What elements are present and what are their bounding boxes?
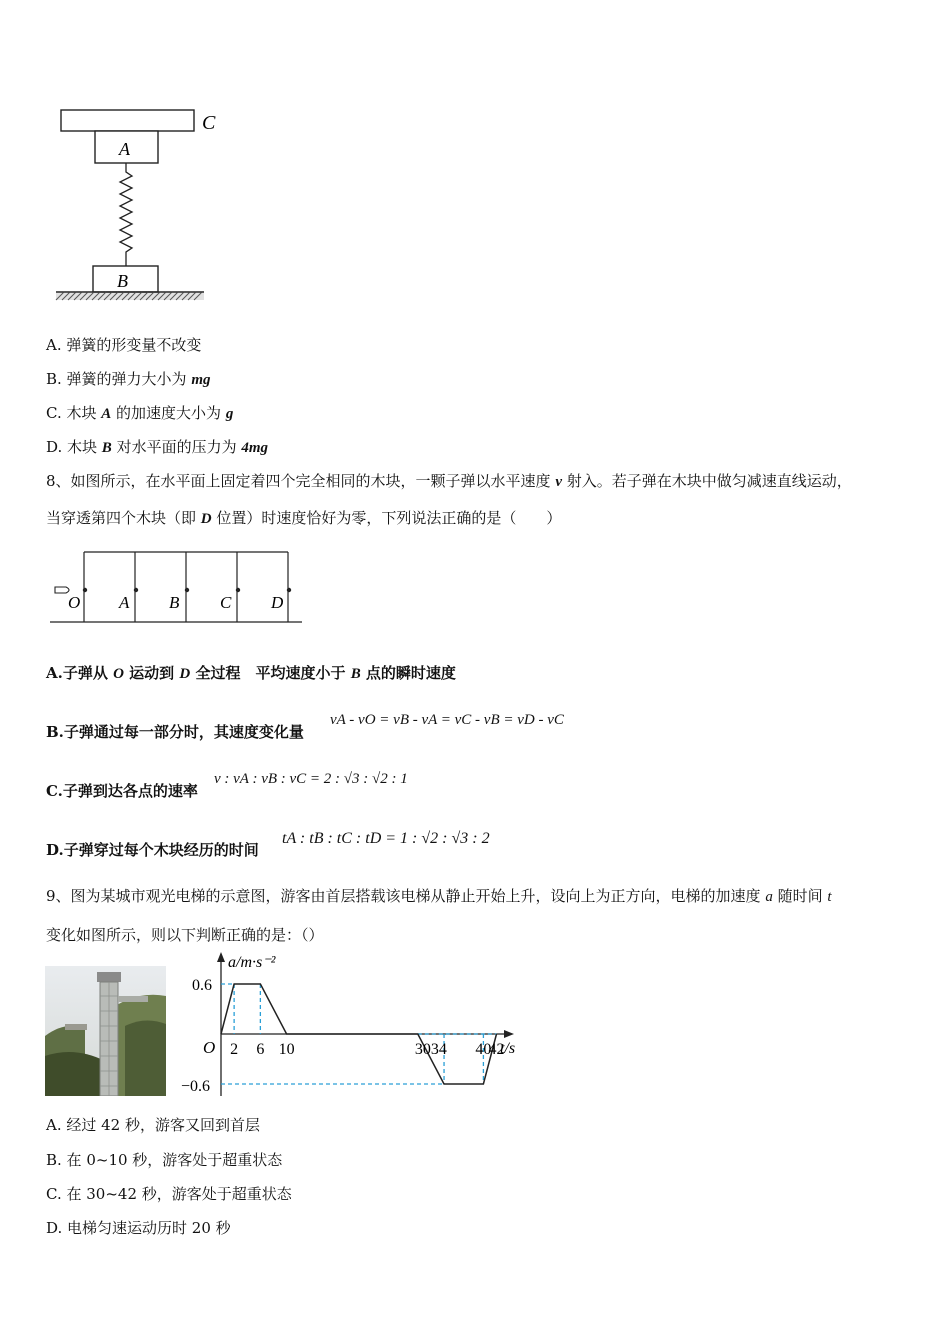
label-b: B [117,271,128,291]
label-c: C [202,112,216,134]
wood-blocks-figure [48,548,308,628]
q9-option-b: B. 在 0~10 秒，游客处于超重状态 [46,1151,283,1169]
q7-option-d: D. 木块 B 对水平面的压力为 4mg [46,438,269,456]
x-tick-label: 6 [256,1041,265,1058]
q8-stem-line2: 当穿透第四个木块（即 D 位置）时速度恰好为零，下列说法正确的是（ ） [46,509,562,527]
q9-stem-line1: 9、图为某城市观光电梯的示意图，游客由首层搭载该电梯从静止开始上升，设向上为正方向，电梯的加速度 a 随时间 t [46,887,832,905]
point-label-o: O [68,593,81,612]
q8-option-d: D.子弹穿过每个木块经历的时间 [46,841,259,859]
origin-label: O [203,1038,216,1057]
point-label-a: A [119,593,130,612]
y-tick-label-neg: −0.6 [181,1078,211,1095]
q9-stem-line2: 变化如图所示，则以下判断正确的是：（） [46,926,324,944]
acceleration-time-chart [180,950,525,1098]
y-axis-arrow [217,952,225,962]
chart-x-ticks [230,1041,504,1058]
q9-option-a: A. 经过 42 秒，游客又回到首层 [46,1116,260,1134]
q8-option-a: A.子弹从 O 运动到 D 全过程 平均速度小于 B 点的瞬时速度 [46,664,456,682]
q7-option-b: B. 弹簧的弹力大小为 mg [46,370,211,388]
elevator-photo [45,966,166,1096]
q8-option-c: C.子弹到达各点的速率 [46,782,198,800]
q8-option-d-formula: tA : tB : tC : tD = 1 : √2 : √3 : 2 [282,830,490,847]
x-axis-arrow [504,1030,514,1038]
y-axis-label: a/m·s⁻² [228,954,276,971]
q8-option-c-formula: v : vA : vB : vC = 2 : √3 : √2 : 1 [214,771,408,787]
q9-option-c: C. 在 30~42 秒，游客处于超重状态 [46,1185,292,1203]
x-tick-label: 2 [230,1041,239,1058]
x-tick-label: 10 [278,1041,295,1058]
q8-stem-line1: 8、如图所示，在水平面上固定着四个完全相同的木块，一颗子弹以水平速度 v 射入。若子弹在木块中做匀减速直线运动， [46,472,852,490]
plate-c [61,110,194,131]
spring-blocks-figure [50,100,230,310]
x-axis-label: t/s [500,1040,516,1057]
q8-option-b: B.子弹通过每一部分时，其速度变化量 [46,723,304,741]
q7-option-a: A. 弹簧的形变量不改变 [46,336,202,354]
x-tick-label: 3034 [414,1041,447,1058]
spring [120,163,132,266]
x-tick-label: 40 [475,1041,492,1058]
label-a: A [119,139,130,159]
q8-option-b-formula: vA - vO = vB - vA = vC - vB = vD - vC [330,712,564,728]
q7-option-c: C. 木块 A 的加速度大小为 g [46,404,234,422]
point-label-c: C [220,593,232,612]
bullet-icon [55,587,69,593]
x-tick-label: 42 [488,1041,505,1058]
q9-option-d: D. 电梯匀速运动历时 20 秒 [46,1219,231,1237]
point-label-d: D [271,593,284,612]
point-label-b: B [169,593,180,612]
y-tick-label-pos: 0.6 [192,977,212,994]
